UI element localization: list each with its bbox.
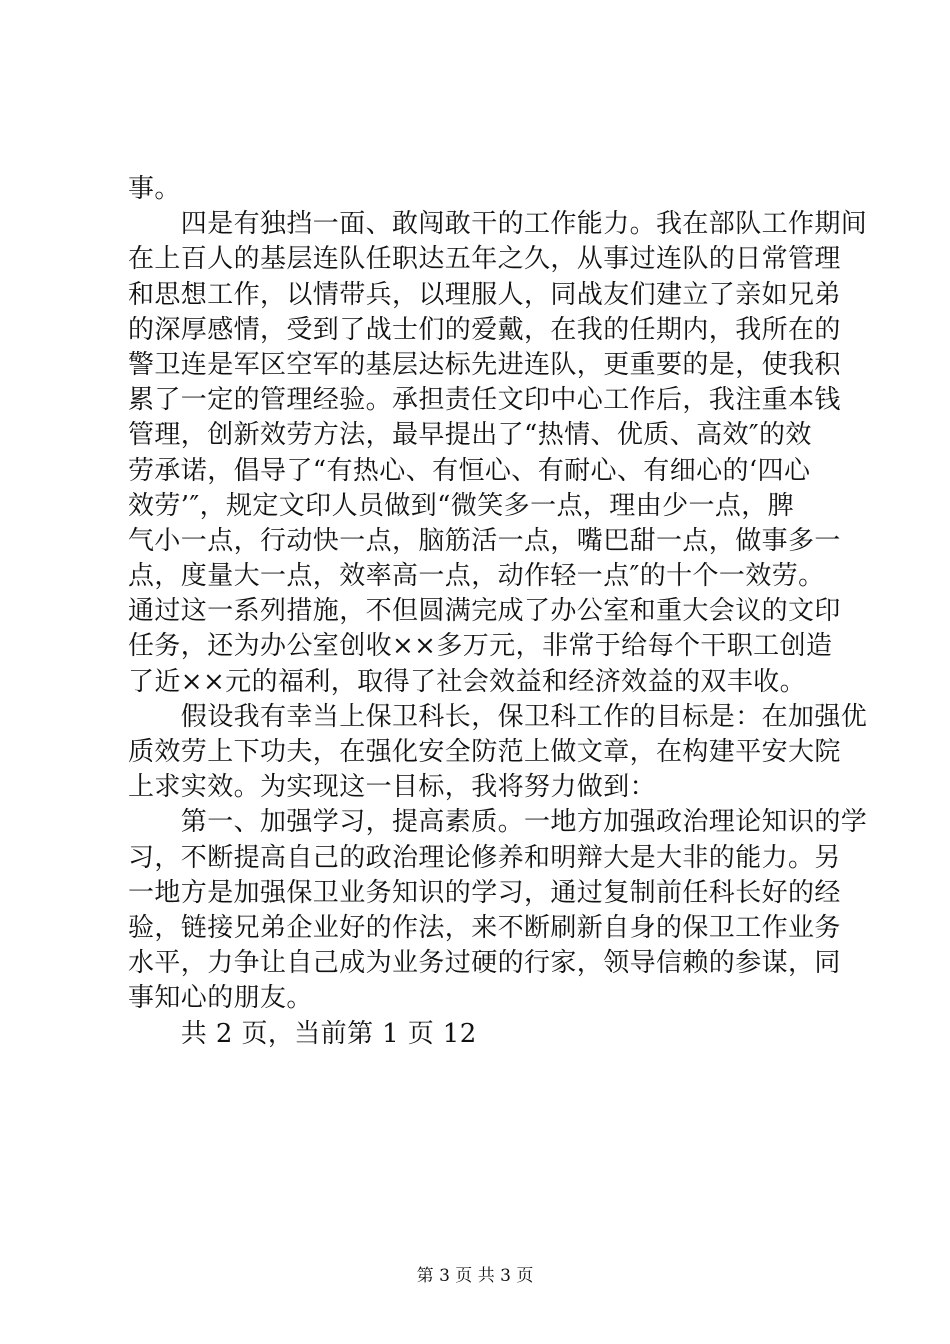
page-count-line: 共 2 页，当前第 1 页 12 bbox=[128, 1018, 477, 1049]
text-line: 点，度量大一点，效率高一点，动作轻一点″的十个一效劳。 bbox=[128, 561, 825, 592]
text-line: 了近××元的福利，取得了社会效益和经济效益的双丰收。 bbox=[128, 666, 806, 697]
text-line: 四是有独挡一面、敢闯敢干的工作能力。我在部队工作期间 bbox=[128, 209, 868, 240]
text-line: 一地方是加强保卫业务知识的学习，通过复制前任科长好的经 bbox=[128, 877, 841, 908]
text-line: 劳承诺，倡导了“有热心、有恒心、有耐心、有细心的‘四心 bbox=[128, 455, 811, 486]
text-line: 气小一点，行动快一点，脑筋活一点，嘴巴甜一点，做事多一 bbox=[128, 525, 841, 556]
text-line: 事。 bbox=[128, 174, 181, 204]
text-line: 和思想工作，以情带兵，以理服人，同战友们建立了亲如兄弟 bbox=[128, 279, 841, 310]
text-line: 验，链接兄弟企业好的作法，来不断刷新自身的保卫工作业务 bbox=[128, 912, 841, 943]
text-line: 通过这一系列措施，不但圆满完成了办公室和重大会议的文印 bbox=[128, 596, 841, 627]
text-line: 第一、加强学习，提高素质。一地方加强政治理论知识的学 bbox=[128, 807, 868, 838]
text-line: 水平，力争让自己成为业务过硬的行家，领导信赖的参谋，同 bbox=[128, 948, 841, 979]
text-line: 质效劳上下功夫，在强化安全防范上做文章，在构建平安大院 bbox=[128, 737, 841, 767]
text-line: 任务，还为办公室创收××多万元，非常于给每个干职工创造 bbox=[128, 631, 833, 662]
text-line: 警卫连是军区空军的基层达标先进连队，更重要的是，使我积 bbox=[128, 349, 841, 380]
text-line: 累了一定的管理经验。承担责任文印中心工作后，我注重本钱 bbox=[128, 385, 841, 416]
text-line: 假设我有幸当上保卫科长，保卫科工作的目标是：在加强优 bbox=[128, 701, 868, 732]
text-line: 事知心的朋友。 bbox=[128, 983, 313, 1014]
text-line: 管理，创新效劳方法，最早提出了“热情、优质、高效″的效 bbox=[128, 420, 812, 451]
text-line: 习，不断提高自己的政治理论修养和明辩大是大非的能力。另 bbox=[128, 842, 841, 873]
text-line: 的深厚感情，受到了战士们的爱戴，在我的任期内，我所在的 bbox=[128, 314, 841, 345]
text-line: 效劳’″，规定文印人员做到“微笑多一点，理由少一点，脾 bbox=[128, 490, 795, 521]
text-line: 在上百人的基层连队任职达五年之久，从事过连队的日常管理 bbox=[128, 244, 841, 275]
page-footer: 第 3 页 共 3 页 bbox=[416, 1266, 534, 1286]
text-line: 上求实效。为实现这一目标，我将努力做到： bbox=[128, 772, 657, 803]
document-body bbox=[128, 172, 868, 1052]
